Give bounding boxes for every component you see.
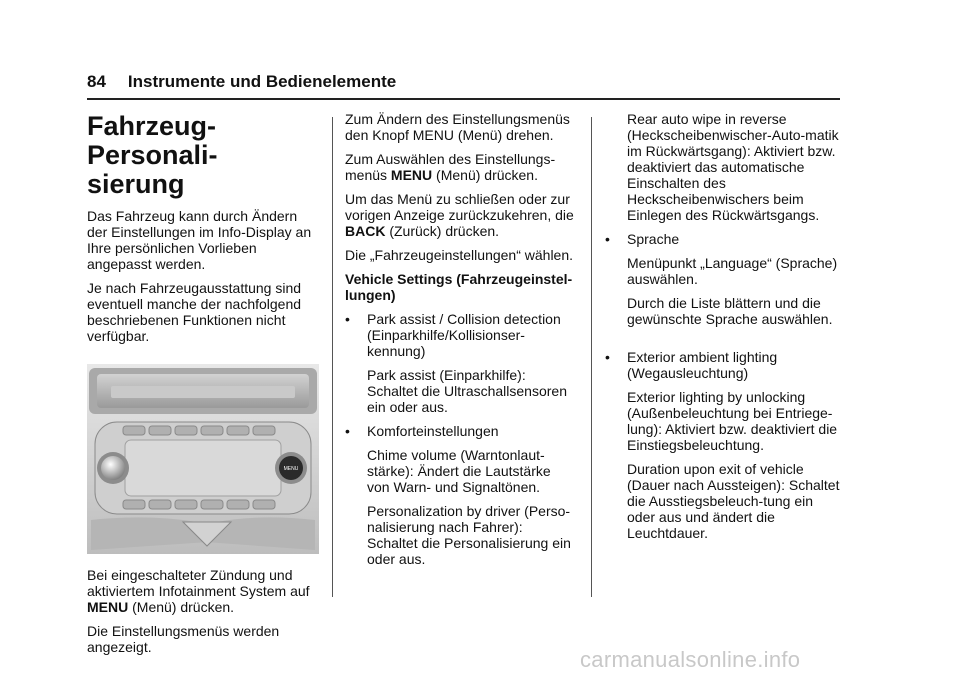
personalization-desc: Personalization by driver (Perso-nalisierung nach Fahrer): Schaltet die Personalisierung ein oder aus.	[367, 503, 571, 567]
column-2	[345, 111, 577, 575]
select-menu-paragraph: Zum Auswählen des Einstellungs-menüs MENU (Menü) drücken.	[345, 151, 556, 183]
language-desc: Menüpunkt „Language“ (Sprache) auswählen.	[627, 255, 838, 287]
header-rule	[87, 98, 840, 100]
menu-knob-label: MENU	[283, 466, 299, 472]
menus-displayed: Die Einstellungsmenüs werden angezeigt.	[87, 623, 280, 655]
park-assist-desc: Park assist (Einparkhilfe): Schaltet die Ultraschallsensoren ein oder aus.	[367, 367, 567, 415]
column-divider-2	[591, 117, 592, 597]
page-number: 84	[87, 72, 106, 91]
vehicle-settings-heading: Vehicle Settings (Fahrzeugeinstel-lungen)	[345, 271, 573, 303]
section-title: Instrumente und Bedienelemente	[127, 72, 397, 91]
chime-volume-desc: Chime volume (Warntonlaut-stärke): Ändert die Lautstärke von Warn- und Signaltönen.	[367, 447, 551, 495]
list-item: • Komforteinstellungen	[345, 423, 499, 439]
page-header	[87, 72, 396, 92]
column-3	[605, 111, 840, 549]
back-paragraph: Um das Menü zu schließen oder zur vorigen Anzeige zurückzukehren, die BACK (Zurück) drücken.	[345, 191, 574, 239]
page-title: Fahrzeug-Personali- sierung	[87, 111, 218, 199]
column-divider-1	[332, 117, 333, 597]
select-vehicle-settings: Die „Fahrzeugeinstellungen“ wählen.	[345, 247, 574, 263]
availability-paragraph: Je nach Fahrzeugausstattung sind eventuell manche der nachfolgend beschriebenen Funktionen nicht verfügbar.	[87, 280, 302, 344]
rear-wipe-desc: Rear auto wipe in reverse (Heckscheibenwischer-Auto-matik im Rückwärtsgang): Aktiviert bzw. deaktiviert das automatische Einschalten des Heckscheibenwischers beim Einlegen des Rückwärtsgangs.	[627, 111, 839, 223]
intro-paragraph: Das Fahrzeug kann durch Ändern der Einstellungen im Info-Display an Ihre persönlichen Vorlieben angepasst werden.	[87, 208, 312, 272]
infotainment-panel-image	[87, 364, 319, 554]
list-item: • Park assist / Collision detection (Einparkhilfe/Kollisionser-kennung)	[345, 311, 561, 359]
exterior-unlock-desc: Exterior lighting by unlocking (Außenbeleuchtung bei Entriege-lung): Aktiviert bzw. deaktiviert die Einstiegsbeleuchtung.	[627, 389, 838, 453]
list-item: • Exterior ambient lighting (Wegausleuchtung)	[605, 349, 778, 381]
list-item: • Sprache	[605, 231, 680, 247]
column-1	[87, 110, 319, 663]
exit-duration-desc: Duration upon exit of vehicle (Dauer nach Aussteigen): Schaltet die Ausstiegsbeleuch-tung ein oder aus und ändert die Leuchtdauer.	[627, 461, 840, 541]
language-scroll-desc: Durch die Liste blättern und die gewünschte Sprache auswählen.	[627, 295, 833, 327]
menu-instruction: Bei eingeschalteter Zündung und aktiviertem Infotainment System auf MENU (Menü) drücken.	[87, 567, 310, 615]
change-menu-paragraph: Zum Ändern des Einstellungsmenüs den Knopf MENU (Menü) drehen.	[345, 111, 570, 143]
watermark: carmanualsonline.info	[580, 647, 801, 672]
